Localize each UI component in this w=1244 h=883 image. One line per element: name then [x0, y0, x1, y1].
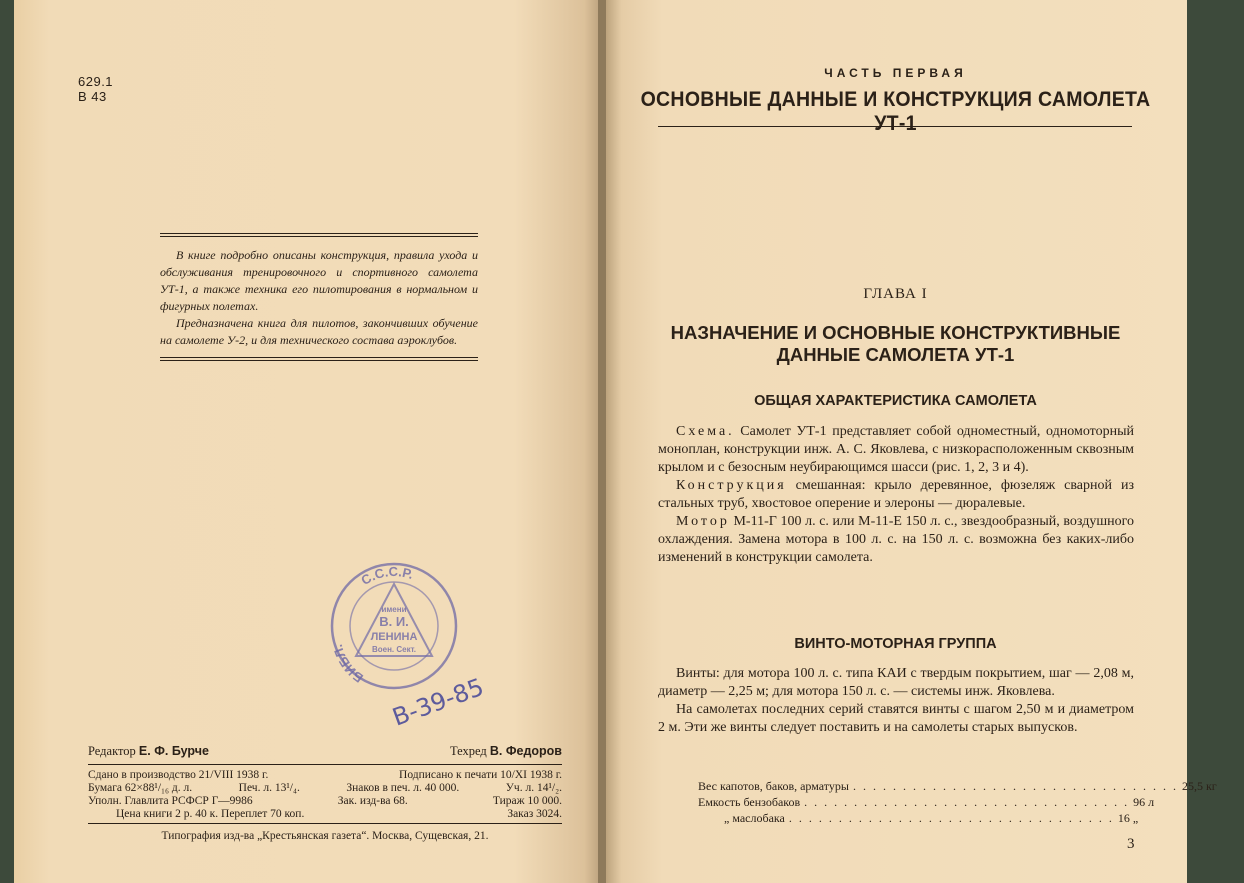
- imprint-account-sheets: Уч. л. 14¹/₂.: [505, 782, 562, 794]
- imprint-paper: Бумага 62×88¹/₁₆ д. л.: [88, 782, 193, 794]
- spec-label: Вес капотов, баков, арматуры: [698, 779, 849, 793]
- annotation-bottom-rule: [160, 357, 478, 361]
- imprint-order-number: Заказ 3024.: [507, 808, 562, 820]
- annotation-box: [160, 233, 478, 361]
- stamp-ring-left: БИБЛ.: [329, 642, 366, 686]
- paragraph-propellers: Винты: для мотора 100 л. с. типа КАИ с твердым покрытием, шаг — 2,08 м, диаметр — 2,25 м; для мотора 150 л. с. — системы инж. Яковлева.: [658, 666, 1134, 699]
- annotation-paragraph-2: Предназначена книга для пилотов, закончивших обучение на самолете У-2, и для технического состава аэроклубов.: [160, 316, 478, 347]
- stamp-ring-top: С.С.С.Р.: [358, 563, 416, 588]
- spec-value: 96 л: [1133, 795, 1155, 809]
- imprint-print-sheets: Печ. л. 13¹/₄.: [238, 782, 300, 794]
- stamp-line-2: В. И.: [379, 614, 409, 629]
- chapter-number: ГЛАВА I: [863, 286, 928, 302]
- classmark: [78, 74, 113, 104]
- stamp-line-3: ЛЕНИНА: [370, 631, 418, 643]
- imprint-characters: Знаков в печ. л. 40 000.: [346, 782, 460, 794]
- editor-label: Редактор: [88, 744, 136, 758]
- chapter-title-line-1: НАЗНАЧЕНИЕ И ОСНОВНЫЕ КОНСТРУКТИВНЫЕ: [670, 322, 1121, 343]
- part-title: ОСНОВНЫЕ ДАННЫЕ И КОНСТРУКЦИЯ САМОЛЕТА УТ-1: [640, 88, 1151, 135]
- imprint-block: [88, 764, 562, 824]
- spec-value: 25,5 кг: [1181, 779, 1217, 793]
- spec-row: [698, 794, 1155, 810]
- leader-dots: . . . . . . . . . . . . . . . . . . . . . . . . . . . . . . . . .: [788, 811, 1114, 825]
- paragraph-scheme: [658, 423, 1134, 477]
- annotation-paragraph-1: В книге подробно описаны конструкция, правила ухода и обслуживания тренировочного и спортивного самолета УТ-1, а также техника его пилотирования в нормальном и фигурных полетах.: [160, 248, 478, 313]
- general-characteristics-text: [658, 423, 1134, 567]
- book-spine: [598, 0, 606, 883]
- propeller-group-text: [658, 665, 1134, 737]
- spec-row: [698, 778, 1217, 794]
- imprint-publisher-order: Зак. изд-ва 68.: [337, 795, 408, 807]
- stamp-line-1: имени: [381, 605, 407, 614]
- section-heading-general: ОБЩАЯ ХАРАКТЕРИСТИКА САМОЛЕТА: [754, 393, 1037, 409]
- chapter-title: [604, 322, 1187, 366]
- imprint-signed-date: Подписано к печати 10/XI 1938 г.: [399, 769, 562, 781]
- editors-line: [88, 744, 562, 759]
- handwritten-shelf-code: [382, 648, 512, 732]
- printer-line: Типография изд-ва „Крестьянская газета“. Москва, Сущевская, 21.: [161, 830, 489, 842]
- leader-dots: . . . . . . . . . . . . . . . . . . . . . . . . . . . . . . . . .: [852, 779, 1178, 793]
- imprint-price: Цена книги 2 р. 40 к. Переплет 70 коп.: [116, 808, 305, 820]
- classmark-number: 629.1: [78, 74, 114, 89]
- text-construction: смешанная: крыло деревянное, фюзеляж сварной из стальных труб, хвостовое оперение и элероны — дюралевые.: [658, 478, 1134, 511]
- lead-motor: Мотор: [676, 514, 730, 529]
- handwritten-code-text: В-39-85: [388, 672, 488, 732]
- techred-label: Техред: [449, 744, 487, 758]
- lead-construction: Конструкция: [676, 478, 787, 493]
- paragraph-motor: [658, 513, 1134, 567]
- paragraph-construction: [658, 477, 1134, 513]
- spec-value: 16 „: [1117, 811, 1139, 825]
- imprint-production-date: Сдано в производство 21/VIII 1938 г.: [88, 769, 269, 781]
- text-scheme: Самолет УТ-1 представляет собой одноместный, одномоторный моноплан, конструкции инж. А. С. Яковлева, с низкорасположенным сквозным крылом и с безосным неубирающимся шасси (рис. 1, 2, 3 и 4).: [658, 424, 1134, 475]
- paragraph-latest-series: На самолетах последних серий ставятся винты с шагом 2,50 м и диаметром 2 м. Эти же винты следует поставить и на самолеты старых выпусков.: [658, 702, 1134, 735]
- part-label: ЧАСТЬ ПЕРВАЯ: [824, 66, 967, 80]
- techred-name: В. Федоров: [489, 744, 562, 758]
- stamp-line-4: Воен. Сект.: [371, 645, 417, 654]
- chapter-title-line-2: ДАННЫЕ САМОЛЕТА УТ-1: [776, 344, 1015, 365]
- imprint-censor: Уполн. Главлита РСФСР Г—9986: [88, 795, 253, 807]
- section-heading-propeller: ВИНТО-МОТОРНАЯ ГРУППА: [794, 636, 997, 652]
- imprint-print-run: Тираж 10 000.: [492, 795, 562, 807]
- editor-name: Е. Ф. Бурче: [138, 744, 209, 758]
- text-motor: М-11-Г 100 л. с. или М-11-Е 150 л. с., звездообразный, воздушного охлаждения. Замена мотора в 100 л. с. на 150 л. с. возможна без каких-либо изменений в конструкции самолета.: [658, 514, 1134, 565]
- spec-label: Емкость бензобаков: [698, 795, 801, 809]
- leader-dots: . . . . . . . . . . . . . . . . . . . . . . . . . . . . . . . . .: [804, 795, 1130, 809]
- classmark-code: В 43: [78, 89, 107, 104]
- specs-list: [698, 778, 1217, 826]
- page-number: 3: [1127, 836, 1135, 852]
- part-title-rule: [658, 126, 1132, 127]
- lead-scheme: Схема.: [676, 424, 735, 439]
- spec-label: „ маслобака: [724, 811, 785, 825]
- spec-row: [698, 810, 1139, 826]
